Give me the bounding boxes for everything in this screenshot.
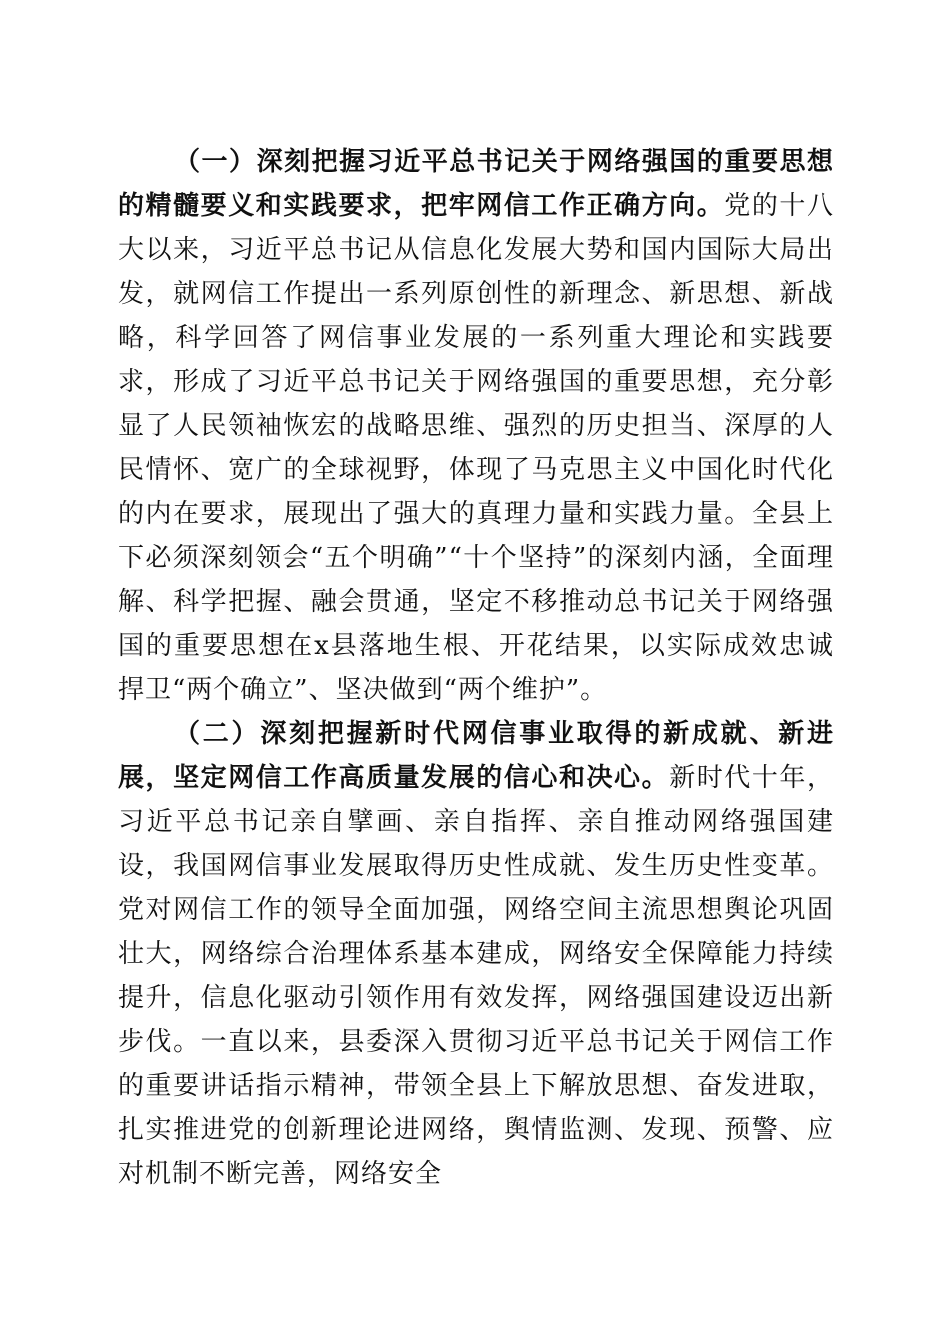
paragraph-1-lead: （一）深刻把握习近平总书记关于网络强国的重要思想的精髓要义和实践要求，把牢网信工作正确方向。 [118,147,834,221]
paragraph-2-lead: （二）深刻把握新时代网信事业取得的新成就、新进展，坚定网信工作高质量发展的信心和决心。 [118,719,834,793]
document-body [118,140,834,1196]
paragraph-2-body: 新时代十年，习近平总书记亲自擘画、亲自指挥、亲自推动网络强国建设，我国网信事业发展取得历史性成就、发生历史性变革。党对网信工作的领导全面加强，网络空间主流思想舆论巩固壮大，网络综合治理体系基本建成，网络安全保障能力持续提升，信息化驱动引领作用有效发挥，网络强国建设迈出新步伐。一直以来，县委深入贯彻习近平总书记关于网信工作的重要讲话指示精神，带领全县上下解放思想、奋发进取，扎实推进党的创新理论进网络，舆情监测、发现、预警、应对机制不断完善，网络安全 [118,763,834,1189]
paragraph-2 [118,712,834,1196]
paragraph-1 [118,140,834,712]
paragraph-1-body: 党的十八大以来，习近平总书记从信息化发展大势和国内国际大局出发，就网信工作提出一系列原创性的新理念、新思想、新战略，科学回答了网信事业发展的一系列重大理论和实践要求，形成了习近平总书记关于网络强国的重要思想，充分彰显了人民领袖恢宏的战略思维、强烈的历史担当、深厚的人民情怀、宽广的全球视野，体现了马克思主义中国化时代化的内在要求，展现出了强大的真理力量和实践力量。全县上下必须深刻领会“五个明确”“十个坚持”的深刻内涵，全面理解、科学把握、融会贯通，坚定不移推动总书记关于网络强国的重要思想在x县落地生根、开花结果，以实际成效忠诚捍卫“两个确立”、坚决做到“两个维护”。 [118,191,834,705]
